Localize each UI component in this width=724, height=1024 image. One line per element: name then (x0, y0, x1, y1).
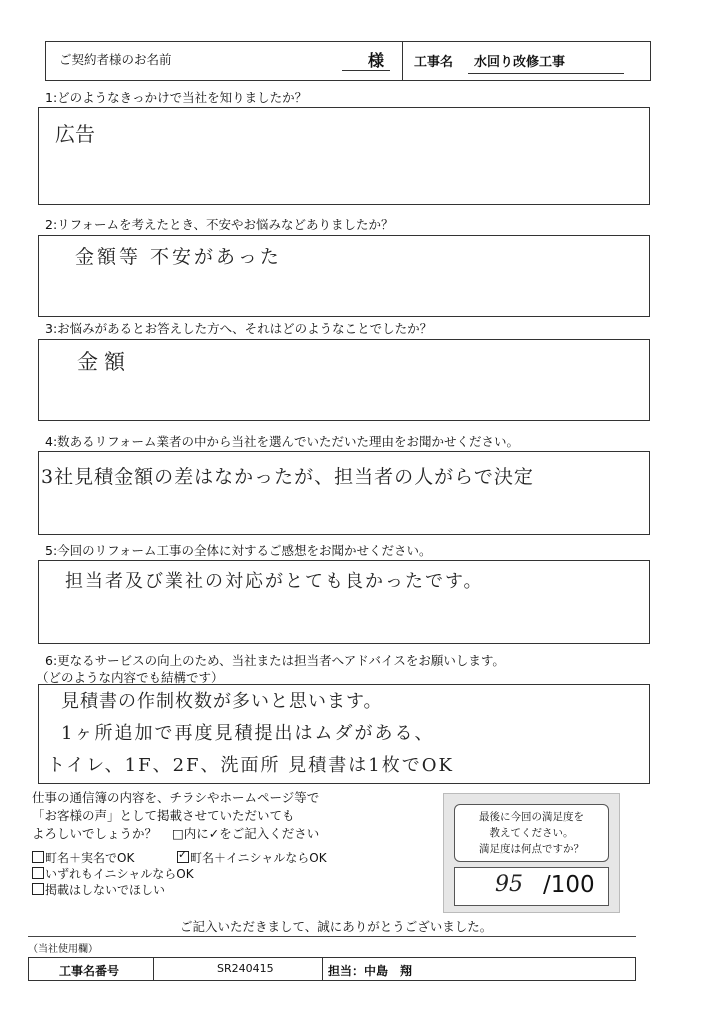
satisfaction-prompt-box (454, 804, 609, 862)
satisfaction-score: 95 (495, 872, 523, 897)
question-6-sublabel: （どのような内容でも結構です） (36, 670, 224, 685)
answer-6-box (38, 684, 650, 784)
publish-option-2-label: 町名＋イニシャルならOK (190, 851, 327, 865)
publish-option-2-checkbox[interactable] (177, 851, 189, 863)
header-row (45, 41, 651, 81)
satisfaction-max: /100 (543, 872, 595, 898)
publish-option-1-label: 町名＋実名でOK (45, 851, 135, 865)
answer-4-text: 3社見積金額の差はなかったが、担当者の人がらで決定 (41, 466, 534, 488)
answer-3-box (38, 339, 650, 421)
project-label: 工事名 (414, 55, 454, 70)
header-divider (402, 42, 403, 80)
publish-option-4-label: 掲載はしないでほしい (45, 883, 166, 897)
answer-5-box (38, 560, 650, 644)
sama-label: 様 (368, 51, 385, 70)
publish-text-line-3: よろしいでしょうか？ (32, 826, 158, 841)
office-divider-1 (153, 958, 154, 980)
satisfaction-prompt-line-1: 最後に今回の満足度を (479, 811, 584, 823)
office-number-label: 工事名番号 (59, 964, 120, 978)
question-1-label: 1:どのようなきっかけで当社を知りましたか？ (45, 90, 308, 105)
satisfaction-score-box (454, 867, 609, 906)
question-6-label: 6:更なるサービスの向上のため、当社または担当者へアドバイスをお願いします。 (45, 653, 505, 668)
publish-option-1[interactable] (32, 849, 134, 866)
answer-1-text: 広告 (55, 122, 95, 146)
answer-2-text: 金額等 不安があった (75, 246, 282, 268)
satisfaction-prompt-line-2: 教えてください。 (489, 827, 574, 839)
office-number-value: SR240415 (217, 962, 274, 975)
answer-5-text: 担当者及び業社の対応がとても良かったです。 (65, 571, 484, 592)
answer-3-text: 金額 (77, 350, 131, 374)
publish-option-3[interactable] (32, 865, 194, 882)
satisfaction-prompt-line-3: 満足度は何点ですか？ (479, 843, 584, 855)
publish-text-line-2: 「お客様の声」として掲載させていただいても (32, 808, 295, 823)
office-staff: 担当：中島 翔 (328, 964, 413, 978)
customer-name-label: ご契約者様のお名前 (59, 52, 172, 67)
answer-4-box (38, 451, 650, 535)
publish-option-4-checkbox[interactable] (32, 883, 44, 895)
question-4-label: 4:数あるリフォーム業者の中から当社を選んでいただいた理由をお聞かせください。 (45, 434, 520, 449)
answer-2-box (38, 235, 650, 317)
answer-6-line-3: トイレ、1F、2F、洗面所 見積書は1枚でOK (47, 755, 454, 776)
publish-instruction: □内に✓をご記入ください (172, 826, 320, 841)
office-divider-2 (322, 958, 323, 980)
publish-option-4[interactable] (32, 881, 165, 898)
office-use-label: （当社使用欄） (28, 944, 98, 955)
project-name: 水回り改修工事 (474, 55, 566, 70)
thanks-divider (28, 936, 636, 937)
publish-option-3-label: いずれもイニシャルならOK (45, 867, 194, 881)
publish-option-2[interactable] (177, 849, 327, 866)
publish-text-line-1: 仕事の通信簿の内容を、チラシやホームページ等で (32, 790, 320, 805)
thanks-message: ご記入いただきまして、誠にありがとうございました。 (180, 919, 493, 934)
publish-option-1-checkbox[interactable] (32, 851, 44, 863)
question-2-label: 2:リフォームを考えたとき、不安やお悩みなどありましたか？ (45, 217, 394, 232)
answer-1-box (38, 107, 650, 205)
answer-6-line-2: 1ヶ所追加で再度見積提出はムダがある、 (61, 723, 435, 744)
question-5-label: 5:今回のリフォーム工事の全体に対するご感想をお聞かせください。 (45, 543, 432, 558)
publish-option-3-checkbox[interactable] (32, 867, 44, 879)
satisfaction-panel (443, 793, 620, 913)
answer-6-line-1: 見積書の作制枚数が多いと思います。 (61, 691, 383, 712)
office-use-table (28, 957, 636, 981)
project-underline (468, 73, 624, 74)
question-3-label: 3:お悩みがあるとお答えした方へ、それはどのようなことでしたか？ (45, 321, 433, 336)
